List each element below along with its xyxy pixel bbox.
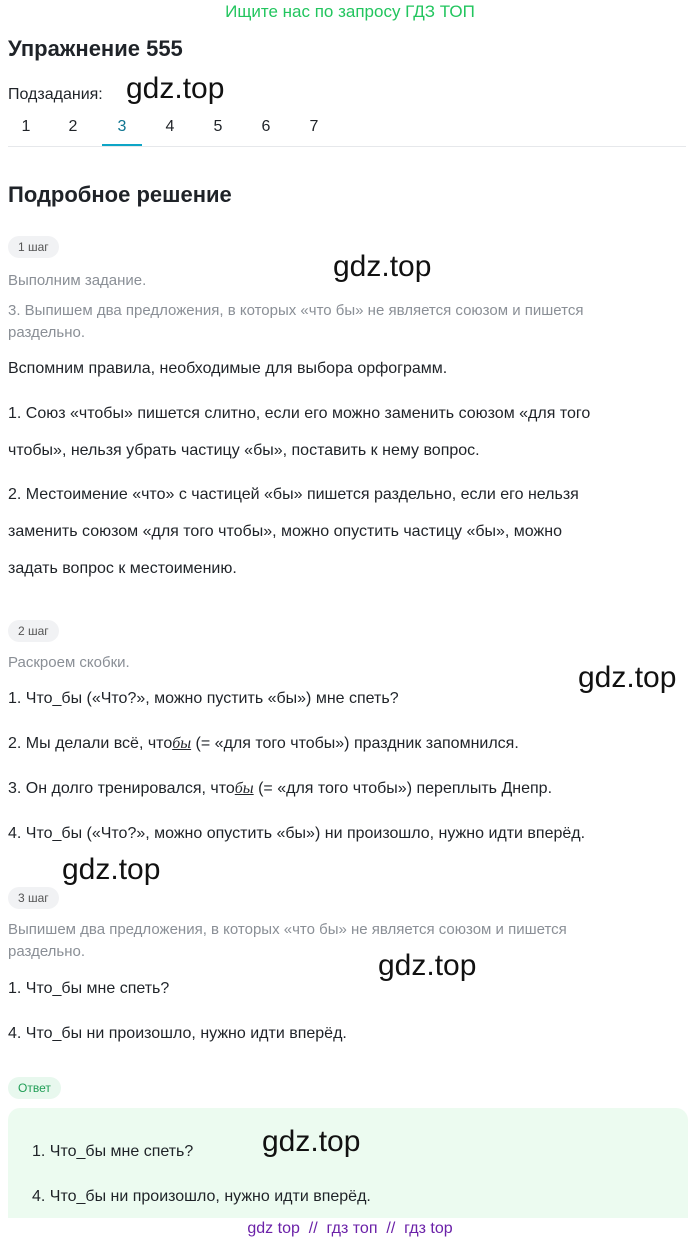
watermark: gdz.top — [578, 661, 677, 694]
conjunction-mark: бы — [234, 780, 254, 797]
subtask-tabs — [8, 112, 686, 147]
exercise-title: Упражнение 555 — [8, 36, 183, 61]
step-2-sentence-1: 1. Что_бы («Что?», можно пустить «бы») мне спеть? — [8, 690, 399, 707]
rule-1-line-1: 1. Союз «чтобы» пишется слитно, если его можно заменить союзом «для того — [8, 405, 591, 422]
answer-sentence-1: 1. Что_бы мне спеть? — [32, 1143, 194, 1160]
step-3-intro-line-2: раздельно. — [8, 943, 86, 960]
subtask-tab-7[interactable]: 7 — [309, 118, 319, 135]
subtask-tab-1[interactable]: 1 — [21, 118, 31, 135]
step-3-sentence-4: 4. Что_бы ни произошло, нужно идти вперёд. — [8, 1025, 347, 1042]
step-1-task-line-1: 3. Выпишем два предложения, в которых «что бы» не является союзом и пишется — [8, 302, 584, 319]
step-3-badge: 3 шаг — [8, 887, 59, 909]
rule-1-line-2: чтобы», нельзя убрать частицу «бы», поставить к нему вопрос. — [8, 442, 480, 459]
footer-links: gdz top // гдз топ // гдз top — [247, 1220, 453, 1237]
answer-badge: Ответ — [8, 1077, 61, 1099]
subtask-tab-6[interactable]: 6 — [261, 118, 271, 135]
answer-sentence-4: 4. Что_бы ни произошло, нужно идти вперёд. — [32, 1188, 371, 1205]
watermark: gdz.top — [262, 1125, 361, 1158]
step-3-intro-line-1: Выпишем два предложения, в которых «что бы» не является союзом и пишется — [8, 921, 567, 938]
step-1-badge: 1 шаг — [8, 236, 59, 258]
rule-2-line-2: заменить союзом «для того чтобы», можно опустить частицу «бы», можно — [8, 523, 562, 540]
active-tab-indicator — [102, 144, 142, 146]
conjunction-mark: бы — [172, 735, 192, 752]
watermark: gdz.top — [378, 949, 477, 982]
step-1-task-line-2: раздельно. — [8, 324, 86, 341]
step-2-sentence-2: 2. Мы делали всё, чтобы (= «для того чтобы») праздник запомнился. — [8, 735, 519, 752]
step-2-sentence-3: 3. Он долго тренировался, чтобы (= «для того чтобы») переплыть Днепр. — [8, 780, 553, 797]
step-1-intro: Выполним задание. — [8, 272, 147, 289]
step-2-badge: 2 шаг — [8, 620, 59, 642]
subtasks-label: Подзадания: — [8, 86, 103, 103]
rule-2-line-1: 2. Местоимение «что» с частицей «бы» пишется раздельно, если его нельзя — [8, 486, 579, 503]
step-3-sentence-1: 1. Что_бы мне спеть? — [8, 980, 170, 997]
watermark: gdz.top — [333, 250, 432, 283]
subtask-tab-2[interactable]: 2 — [68, 118, 78, 135]
subtask-tab-4[interactable]: 4 — [165, 118, 175, 135]
solution-title: Подробное решение — [8, 182, 232, 207]
step-2-sentence-4: 4. Что_бы («Что?», можно опустить «бы») ни произошло, нужно идти вперёд. — [8, 825, 586, 842]
rule-2-line-3: задать вопрос к местоимению. — [8, 560, 237, 577]
subtask-tab-5[interactable]: 5 — [213, 118, 223, 135]
subtask-tab-3[interactable]: 3 — [117, 118, 127, 135]
watermark: gdz.top — [62, 853, 161, 886]
step-2-intro: Раскроем скобки. — [8, 654, 130, 671]
watermark: gdz.top — [126, 72, 225, 105]
search-banner: Ищите нас по запросу ГДЗ ТОП — [225, 2, 475, 21]
rules-intro: Вспомним правила, необходимые для выбора орфограмм. — [8, 360, 448, 377]
